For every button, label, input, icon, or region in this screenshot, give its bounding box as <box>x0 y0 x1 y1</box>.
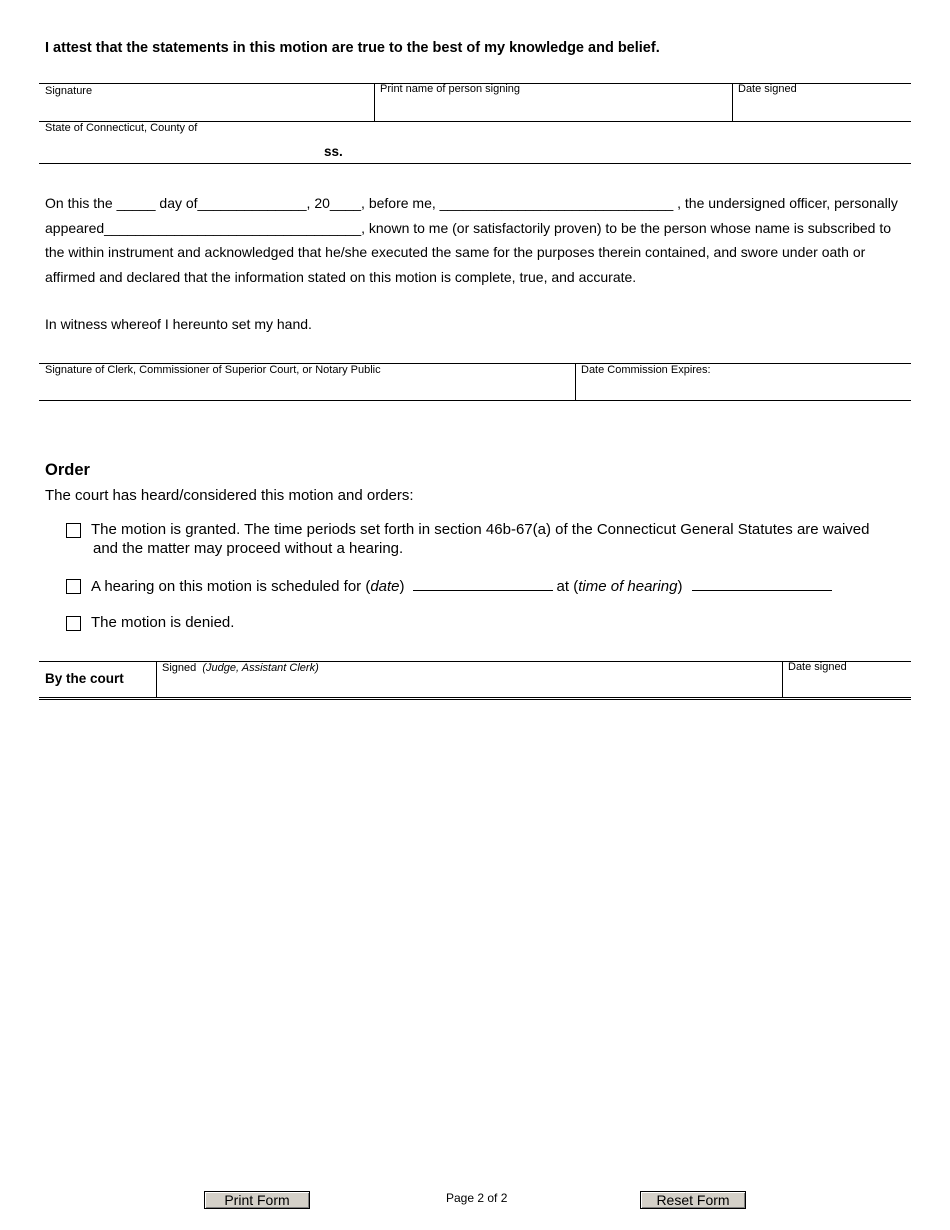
hearing-date-word: date <box>370 578 400 595</box>
signed-label: Signed <box>162 662 197 674</box>
hearing-option-text <box>91 576 832 596</box>
officer-row-bottom-border <box>39 400 911 401</box>
by-the-court-label: By the court <box>45 671 124 686</box>
county-field[interactable]: State of Connecticut, County of <box>45 122 198 134</box>
hearing-time-input[interactable] <box>692 576 832 591</box>
page-number: Page 2 of 2 <box>446 1191 508 1205</box>
granted-line-2: and the matter may proceed without a hearing. <box>93 540 404 557</box>
print-form-button[interactable]: Print Form <box>204 1191 310 1209</box>
hearing-date-close: ) <box>399 578 405 595</box>
ack-line-1[interactable]: On this the _____ day of______________, 20____, before me, ______________________________ , the undersigned officer, personally <box>45 195 898 211</box>
hearing-prefix: A hearing on this motion is scheduled for ( <box>91 578 371 595</box>
hearing-date-input[interactable] <box>413 576 553 591</box>
signed-role-label: (Judge, Assistant Clerk) <box>202 662 319 674</box>
court-row-bottom-border-1 <box>39 697 911 698</box>
attestation-statement: I attest that the statements in this motion are true to the best of my knowledge and belief. <box>45 40 660 56</box>
officer-signature-field[interactable]: Signature of Clerk, Commissioner of Superior Court, or Notary Public <box>45 364 381 376</box>
ack-line-4: affirmed and declared that the information stated on this motion is complete, true, and accurate. <box>45 268 637 285</box>
signature-field[interactable]: Signature <box>45 85 93 97</box>
ack-line-2[interactable]: appeared_________________________________, known to me (or satisfactorily proven) to be the person whose name is subscribed to <box>45 219 892 236</box>
commission-expires-field[interactable]: Date Commission Expires: <box>581 364 711 376</box>
signing-row-divider-2 <box>732 83 733 121</box>
date-signed-field[interactable]: Date signed <box>738 83 797 95</box>
court-row-bottom-border-2 <box>39 699 911 700</box>
hearing-at: at ( <box>556 578 579 595</box>
hearing-time-word: time of hearing <box>578 578 678 595</box>
venue-bottom-border <box>39 163 911 164</box>
denied-checkbox[interactable] <box>66 616 81 631</box>
court-date-signed-field[interactable]: Date signed <box>788 661 847 673</box>
court-row-divider-2 <box>782 661 783 698</box>
order-title: Order <box>45 461 90 479</box>
hearing-checkbox[interactable] <box>66 579 81 594</box>
signing-row-divider-1 <box>374 83 375 121</box>
ss-marker: ss. <box>324 144 343 159</box>
judge-signature-field[interactable] <box>162 662 319 674</box>
granted-checkbox[interactable] <box>66 523 81 538</box>
denied-option-text: The motion is denied. <box>91 614 235 631</box>
acknowledgment-paragraph <box>45 191 915 289</box>
reset-form-button[interactable]: Reset Form <box>640 1191 746 1209</box>
officer-row-divider <box>575 363 576 401</box>
granted-line-1: The motion is granted. The time periods set forth in section 46b-67(a) of the Connecticut General Statutes are waived <box>91 521 870 538</box>
print-name-field[interactable]: Print name of person signing <box>380 83 521 95</box>
witness-statement: In witness whereof I hereunto set my hand. <box>45 316 312 332</box>
court-row-divider-1 <box>156 661 157 698</box>
hearing-time-close: ) <box>677 578 683 595</box>
granted-option-text <box>91 520 869 558</box>
ack-line-3: the within instrument and acknowledged that he/she executed the same for the purposes therein contained, and swore under oath or <box>45 244 866 261</box>
order-intro: The court has heard/considered this motion and orders: <box>45 487 414 504</box>
